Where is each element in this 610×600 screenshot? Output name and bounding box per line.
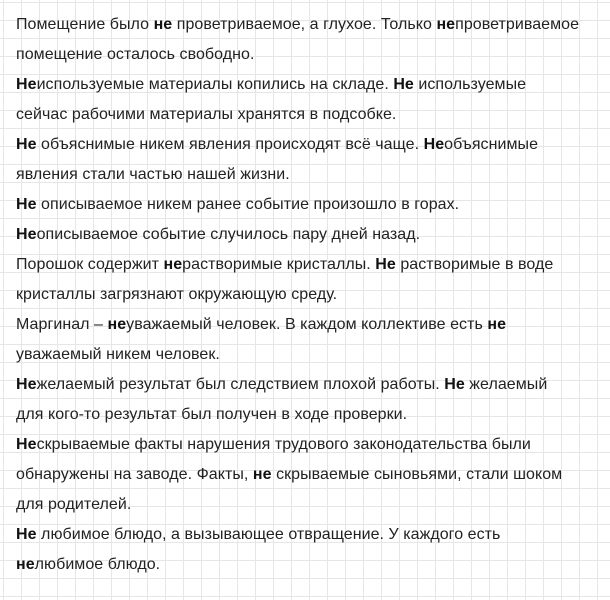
text-line bbox=[16, 400, 606, 430]
text-line bbox=[16, 460, 606, 490]
text-line bbox=[16, 340, 606, 370]
text-segment: скрываемые сыновьями, стали шоком bbox=[271, 466, 563, 483]
text-segment: объяснимые bbox=[444, 136, 539, 153]
emphasis-particle: Не bbox=[423, 136, 445, 153]
text-segment: любимое блюдо. bbox=[34, 556, 161, 573]
emphasis-particle: Не bbox=[393, 76, 414, 93]
text-segment: уважаемый никем человек. bbox=[16, 346, 220, 363]
emphasis-particle: Не bbox=[375, 256, 396, 273]
emphasis-particle: Не bbox=[16, 76, 37, 93]
text-segment: описываемое событие случилось пару дней назад. bbox=[36, 226, 421, 243]
text-segment: для кого-то результат был получен в ходе проверки. bbox=[16, 406, 408, 423]
text-segment: желаемый bbox=[464, 376, 548, 393]
text-line bbox=[16, 550, 606, 580]
text-segment: желаемый результат был следствием плохой работы. bbox=[36, 376, 445, 393]
text-line bbox=[16, 190, 606, 220]
text-segment: обнаружены на заводе. Факты, bbox=[16, 466, 253, 483]
emphasis-particle: Не bbox=[16, 436, 37, 453]
text-segment: скрываемые факты нарушения трудового законодательства были bbox=[36, 436, 531, 453]
text-segment: помещение осталось свободно. bbox=[16, 46, 255, 63]
text-segment: явления стали частью нашей жизни. bbox=[16, 166, 290, 183]
emphasis-particle: не bbox=[153, 16, 173, 33]
emphasis-particle: не bbox=[163, 256, 183, 273]
text-segment: используемые материалы копились на складе. bbox=[36, 76, 394, 93]
emphasis-particle: Не bbox=[16, 226, 37, 243]
text-line bbox=[16, 520, 606, 550]
text-line bbox=[16, 430, 606, 460]
emphasis-particle: не bbox=[107, 316, 127, 333]
text-line bbox=[16, 220, 606, 250]
document-body bbox=[16, 10, 606, 580]
text-segment: используемые bbox=[413, 76, 527, 93]
text-segment: для родителей. bbox=[16, 496, 132, 513]
text-line bbox=[16, 280, 606, 310]
text-segment: проветриваемое, а глухое. Только bbox=[172, 16, 437, 33]
text-segment: уважаемый человек. В каждом коллективе есть bbox=[126, 316, 488, 333]
text-line bbox=[16, 250, 606, 280]
text-line bbox=[16, 70, 606, 100]
emphasis-particle: не bbox=[487, 316, 507, 333]
emphasis-particle: не bbox=[16, 556, 35, 573]
text-segment: растворимые кристаллы. bbox=[182, 256, 376, 273]
text-segment: объяснимые никем явления происходят всё чаще. bbox=[36, 136, 424, 153]
emphasis-particle: не bbox=[252, 466, 272, 483]
emphasis-particle: Не bbox=[16, 136, 37, 153]
text-segment: Помещение было bbox=[16, 16, 154, 33]
text-segment: растворимые в воде bbox=[395, 256, 554, 273]
emphasis-particle: Не bbox=[444, 376, 465, 393]
emphasis-particle: Не bbox=[16, 196, 37, 213]
text-line bbox=[16, 310, 606, 340]
text-line bbox=[16, 490, 606, 520]
emphasis-particle: Не bbox=[16, 376, 37, 393]
text-line bbox=[16, 100, 606, 130]
text-line bbox=[16, 160, 606, 190]
emphasis-particle: Не bbox=[16, 526, 37, 543]
text-line bbox=[16, 40, 606, 70]
text-segment: кристаллы загрязнают окружающую среду. bbox=[16, 286, 338, 303]
text-segment: Маргинал – bbox=[16, 316, 108, 333]
emphasis-particle: не bbox=[436, 16, 456, 33]
text-segment: сейчас рабочими материалы хранятся в подсобке. bbox=[16, 106, 397, 123]
text-line bbox=[16, 370, 606, 400]
text-segment: любимое блюдо, а вызывающее отвращение. У каждого есть bbox=[36, 526, 501, 543]
text-line bbox=[16, 130, 606, 160]
text-segment: проветриваемое bbox=[455, 16, 580, 33]
text-segment: Порошок содержит bbox=[16, 256, 164, 273]
text-line bbox=[16, 10, 606, 40]
text-segment: описываемое никем ранее событие произошло в горах. bbox=[36, 196, 460, 213]
